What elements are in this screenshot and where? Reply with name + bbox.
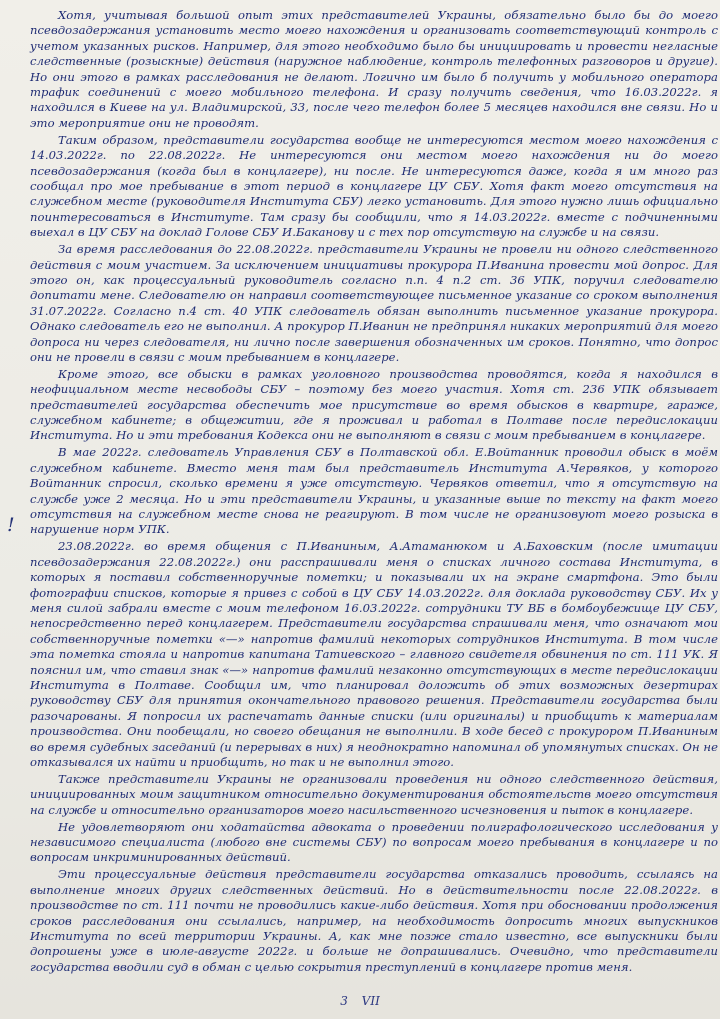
paragraph-3: За время расследования до 22.08.2022г. представители Украины не провели ни одного следственного действия с моим участием. За исключением инициативы прокурора П.Иванина провести мой допрос. Для этого он, как процессуальный руководитель согласно п.п. 4 п.2 ст. 36 УПК, поручил следователю допитати мене. Следователю он направил соответствующее письменное указание со сроком выполнения 31.07.2022г. Согласно п.4 ст. 40 УПК следователь обязан выполнить письменное указание прокурора. Однако следователь его не выполнил. А прокурор П.Иванин не предпринял никаких мероприятий для моего допроса ни через следователя, ни лично после завершения обозначенных им сроков. Понятно, что допрос они не провели в связи с моим пребыванием в концлагере. <box>30 242 718 364</box>
paragraph-1: Хотя, учитывая большой опыт этих представителей Украины, обязательно было бы до моего псевдозадержания установить место моего нахождения и организовать соответствующий контроль с учетом указанных рисков. Например, для этого необходимо было бы инициировать и провести негласные следственные (розыскные) действия (наружное наблюдение, контроль телефонных разговоров и другие). Но они этого в рамках расследования не делают. Логично им было б получить у мобильного оператора трафик соединений с моего мобильного телефона. И сразу получить сведения, что 16.03.2022г. я находился в Киеве на ул. Владимирской, 33, после чего телефон более 5 месяцев находился вне связи. Но и это мероприятие они не проводят. <box>30 8 718 130</box>
paragraph-9: Эти процессуальные действия представители государства отказались проводить, ссылаясь на выполнение многих других следственных действий. Но в действительности после 22.08.2022г. в производстве по ст. 111 почти не проводились какие-либо действия. Хотя при обосновании продолжения сроков расследования они ссылались, например, на необходимость допросить многих выпускников Института по всей территории Украины. А, как мне позже стало известно, все выпускники были допрошены уже в июле-августе 2022г. и больше не допрашивались. Очевидно, что представители государства вводили суд в обман с целью сокрытия преступлений в концлагере против меня. <box>30 867 718 974</box>
margin-exclamation-mark: ! <box>7 514 15 536</box>
page-number-roman: VII <box>361 994 380 1008</box>
page-number-arabic: 3 <box>340 994 348 1008</box>
document-body <box>30 8 718 977</box>
paragraph-2: Таким образом, представители государства вообще не интересуются местом моего нахождения с 14.03.2022г. по 22.08.2022г. Не интересуются они местом моего нахождения ни до моего псевдозадержания (когда был в концлагере), ни после. Не интересуются даже, когда я им много раз сообщал про мое пребывание в этот период в концлагере ЦУ СБУ. Хотя факт моего отсутствия на служебном месте (руководителя Института СБУ) легко установить. Для этого нужно лишь официально поинтересоваться в Институте. Там сразу бы сообщили, что я 14.03.2022г. вместе с подчиненными выехал в ЦУ СБУ на доклад Голове СБУ И.Баканову и с тех пор отсутствую на службе и на связи. <box>30 132 718 240</box>
paragraph-4: Кроме этого, все обыски в рамках уголовного производства проводятся, когда я находился в неофициальном месте несвободы СБУ – поэтому без моего участия. Хотя ст. 236 УПК обязывает представителей государства обеспечить мое присутствие во время обысков в квартире, гараже, служебном кабинете; в общежитии, где я проживал и работал в Полтаве после передислокации Института. Но и эти требования Кодекса они не выполняют в связи с моим пребыванием в концлагере. <box>30 366 718 443</box>
paragraph-5: В мае 2022г. следователь Управления СБУ в Полтавской обл. Е.Войтанник проводил обыск в моём служебном кабинете. Вместо меня там был представитель Института А.Червяков, у которого Войтанник спросил, сколько времени я уже отсутствую. Червяков ответил, что я отсутствую на службе уже 2 месяца. Но и эти представители Украины, и указанные выше по тексту на факт моего отсутствия на служебном месте снова не реагируют. В том числе не организовуют моего розыска в нарушение норм УПК. <box>30 445 718 537</box>
paragraph-6: 23.08.2022г. во время общения с П.Иваниным, А.Атаманюком и А.Баховским (после имитации псевдозадержания 22.08.2022г.) они расспрашивали меня о списках личного состава Института, в которых я поставил собственноручные пометки; и показывали их на экране смартфона. Это были фотографии списков, которые я привез с собой в ЦУ СБУ 14.03.2022г. для доклада руководству СБУ. Их у меня силой забрали вместе с моим телефоном 16.03.2022г. сотрудники ТУ ВБ в бомбоубежище ЦУ СБУ, непосредственно перед концлагерем. Представители государства спрашивали меня, что означают мои собственноручные пометки «—» напротив фамилий некоторых сотрудников Института. В том числе эта пометка стояла и напротив капитана Татиевского – главного свидетеля обвинения по ст. 111 УК. Я пояснил им, что ставил знак «—» напротив фамилий незаконно отсутствующих в месте передислокации Института в Полтаве. Сообщил им, что планировал доложить об этих возможных дезертирах руководству СБУ для принятия окончательного правового решения. Представители государства были разочарованы. Я попросил их распечатать данные списки (или оригиналы) и приобщить к материалам производства. Они пообещали, но своего обещания не выполнили. В ходе бесед с прокурором П.Иваниным во время судебных заседаний (и перерывах в них) я неоднократно напоминал об упомянутых списках. Он не отказывался их найти и приобщить, но так и не выполнил этого. <box>30 539 718 769</box>
paragraph-7: Также представители Украины не организовали проведения ни одного следственного действия, инициированных моим защитником относительно документирования обстоятельств моего отсутствия на службе и относительно организаторов моего насильственного исчезновения и пыток в концлагере. <box>30 771 718 817</box>
page-number <box>0 994 720 1008</box>
paragraph-8: Не удовлетворяют они ходатайства адвоката о проведении полиграфологического исследования у независимого специалиста (любого вне системы СБУ) по вопросам моего пребывания в концлагере и по вопросам инкриминированных действий. <box>30 819 718 865</box>
